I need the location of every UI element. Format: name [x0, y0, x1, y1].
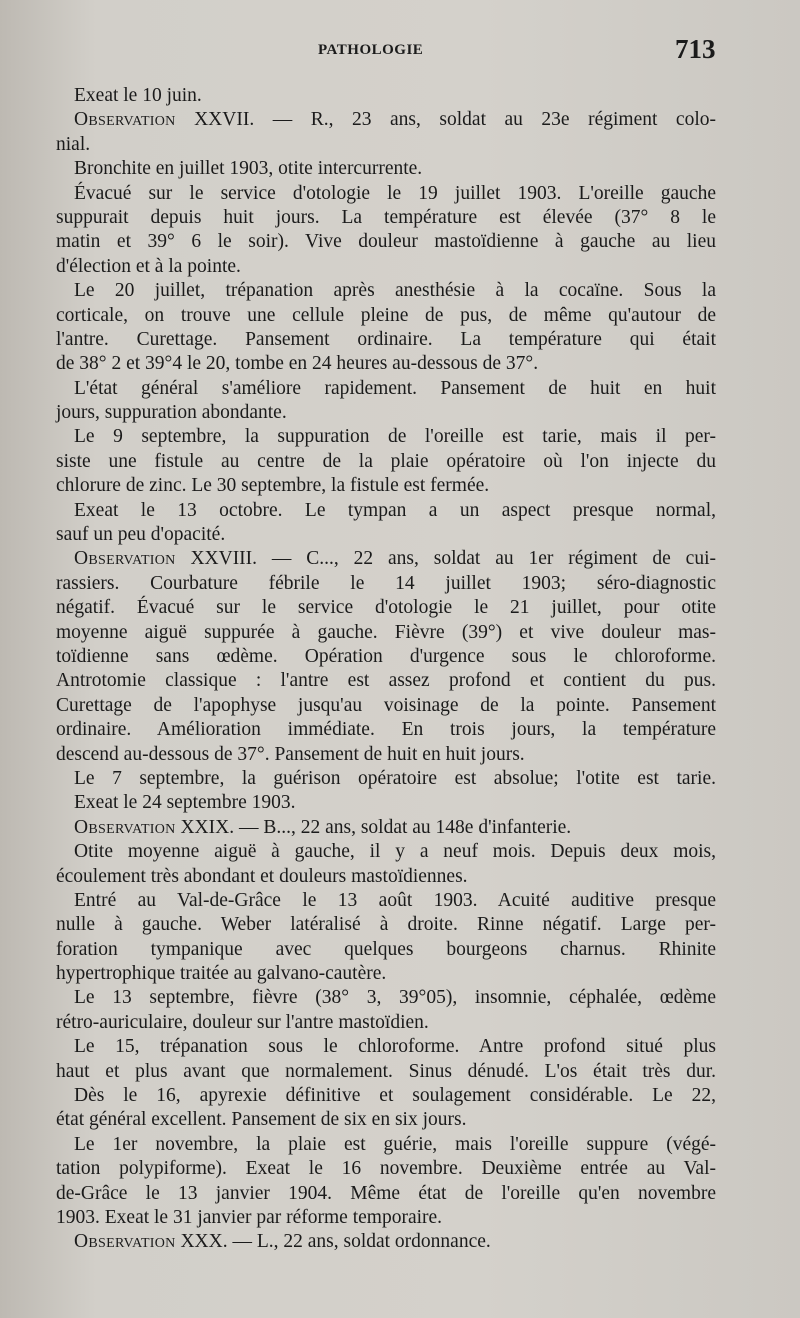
- text-line: [56, 1108, 716, 1132]
- text-line: [56, 474, 716, 498]
- text-line: [56, 401, 716, 425]
- text-line: [56, 547, 716, 571]
- text-line: [56, 962, 716, 986]
- text-line: [56, 889, 716, 913]
- text-line: [56, 255, 716, 279]
- line-text: Otite moyenne aiguë à gauche, il y a neuf mois. Depuis deux mois,: [74, 841, 716, 863]
- line-text: Dès le 16, apyrexie définitive et soulagement considérable. Le 22,: [74, 1085, 716, 1107]
- line-text: XXIX. — B..., 22 ans, soldat au 148e d'infanterie.: [175, 816, 572, 838]
- line-text: Le 1er novembre, la plaie est guérie, mais l'oreille suppure (végé-: [74, 1133, 716, 1155]
- line-text: Bronchite en juillet 1903, otite intercurrente.: [74, 158, 423, 180]
- line-text: XXVII. — R., 23 ans, soldat au 23e régiment colo-: [175, 109, 716, 131]
- text-line: [56, 425, 716, 449]
- text-line: [56, 108, 716, 132]
- text-line: [56, 816, 716, 840]
- text-line: [56, 1133, 716, 1157]
- text-line: [56, 913, 716, 937]
- line-text: de-Grâce le 13 janvier 1904. Même état de l'oreille qu'en novembre: [56, 1182, 716, 1204]
- text-line: [56, 1035, 716, 1059]
- line-text: tation polypiforme). Exeat le 16 novembre. Deuxième entrée au Val-: [56, 1158, 716, 1180]
- text-line: [56, 865, 716, 889]
- text-line: [56, 1230, 716, 1254]
- text-line: [56, 230, 716, 254]
- line-text: haut et plus avant que normalement. Sinus dénudé. L'os était très dur.: [56, 1060, 716, 1082]
- text-line: [56, 377, 716, 401]
- text-line: [56, 1060, 716, 1084]
- line-text: jours, suppuration abondante.: [56, 402, 287, 424]
- line-text: matin et 39° 6 le soir). Vive douleur mastoïdienne à gauche au lieu: [56, 231, 716, 253]
- line-text: rétro-auriculaire, douleur sur l'antre mastoïdien.: [56, 1011, 429, 1033]
- line-text: descend au-dessous de 37°. Pansement de huit en huit jours.: [56, 743, 525, 765]
- text-line: [56, 1011, 716, 1035]
- text-line: [56, 572, 716, 596]
- text-line: [56, 596, 716, 620]
- text-line: [56, 986, 716, 1010]
- line-text: sauf un peu d'opacité.: [56, 524, 226, 546]
- line-text: Le 9 septembre, la suppuration de l'oreille est tarie, mais il per-: [74, 426, 716, 448]
- line-text: nulle à gauche. Weber latéralisé à droite. Rinne négatif. Large per-: [56, 914, 716, 936]
- line-text: négatif. Évacué sur le service d'otologie le 21 juillet, pour otite: [56, 597, 716, 619]
- text-line: [56, 840, 716, 864]
- line-text: hypertrophique traitée au galvano-cautère.: [56, 963, 387, 985]
- line-text: Évacué sur le service d'otologie le 19 juillet 1903. L'oreille gauche: [74, 182, 716, 204]
- line-text: nial.: [56, 133, 91, 155]
- text-line: [56, 791, 716, 815]
- observation-heading: Observation: [74, 816, 176, 838]
- text-line: [56, 523, 716, 547]
- line-text: Exeat le 10 juin.: [74, 85, 202, 106]
- text-line: [56, 669, 716, 693]
- running-title: PATHOLOGIE: [318, 42, 424, 58]
- text-line: [56, 1084, 716, 1108]
- text-line: [56, 1182, 716, 1206]
- text-line: [56, 450, 716, 474]
- line-text: L'état général s'améliore rapidement. Pansement de huit en huit: [74, 377, 716, 399]
- line-text: moyenne aiguë suppurée à gauche. Fièvre (39°) et vive douleur mas-: [56, 621, 716, 643]
- body-text: [56, 84, 716, 1255]
- line-text: foration tympanique avec quelques bourgeons charnus. Rhinite: [56, 938, 716, 960]
- text-line: [56, 718, 716, 742]
- line-text: l'antre. Curettage. Pansement ordinaire. La température qui était: [56, 328, 716, 350]
- line-text: écoulement très abondant et douleurs mastoïdiennes.: [56, 865, 468, 887]
- observation-heading: Observation: [74, 109, 176, 131]
- observation-heading: Observation: [74, 548, 176, 570]
- line-text: Exeat le 13 octobre. Le tympan a un aspect presque normal,: [74, 499, 716, 521]
- line-text: Curettage de l'apophyse jusqu'au voisinage de la pointe. Pansement: [56, 694, 716, 716]
- page-number: 713: [675, 34, 716, 64]
- text-line: [56, 84, 716, 108]
- text-line: [56, 1157, 716, 1181]
- page-header: [0, 36, 800, 76]
- line-text: suppurait depuis huit jours. La température est élevée (37° 8 le: [56, 206, 716, 228]
- line-text: Antrotomie classique : l'antre est assez profond et contient du pus.: [56, 670, 716, 692]
- line-text: Exeat le 24 septembre 1903.: [74, 792, 296, 814]
- line-text: d'élection et à la pointe.: [56, 255, 241, 277]
- text-line: [56, 206, 716, 230]
- line-text: corticale, on trouve une cellule pleine de pus, de même qu'autour de: [56, 304, 716, 326]
- text-line: [56, 694, 716, 718]
- text-line: [56, 133, 716, 157]
- text-line: [56, 279, 716, 303]
- text-line: [56, 328, 716, 352]
- line-text: 1903. Exeat le 31 janvier par réforme temporaire.: [56, 1206, 443, 1228]
- line-text: Le 20 juillet, trépanation après anesthésie à la cocaïne. Sous la: [74, 280, 716, 302]
- line-text: XXX. — L., 22 ans, soldat ordonnance.: [175, 1231, 491, 1253]
- line-text: chlorure de zinc. Le 30 septembre, la fistule est fermée.: [56, 475, 490, 497]
- line-text: ordinaire. Amélioration immédiate. En trois jours, la température: [56, 719, 716, 741]
- line-text: siste une fistule au centre de la plaie opératoire où l'on injecte du: [56, 450, 716, 472]
- text-line: [56, 1206, 716, 1230]
- text-line: [56, 499, 716, 523]
- text-line: [56, 157, 716, 181]
- line-text: Le 13 septembre, fièvre (38° 3, 39°05), insomnie, céphalée, œdème: [74, 987, 716, 1009]
- line-text: Le 15, trépanation sous le chloroforme. Antre profond situé plus: [74, 1036, 716, 1058]
- line-text: XXVIII. — C..., 22 ans, soldat au 1er régiment de cui-: [175, 548, 716, 570]
- line-text: rassiers. Courbature fébrile le 14 juillet 1903; séro-diagnostic: [56, 572, 716, 594]
- line-text: Entré au Val-de-Grâce le 13 août 1903. Acuité auditive presque: [74, 889, 716, 911]
- text-line: [56, 938, 716, 962]
- line-text: Le 7 septembre, la guérison opératoire est absolue; l'otite est tarie.: [74, 767, 716, 789]
- text-line: [56, 621, 716, 645]
- text-line: [56, 645, 716, 669]
- text-line: [56, 304, 716, 328]
- text-line: [56, 352, 716, 376]
- text-line: [56, 182, 716, 206]
- line-text: toïdienne sans œdème. Opération d'urgence sous le chloroforme.: [56, 645, 716, 667]
- text-line: [56, 767, 716, 791]
- line-text: de 38° 2 et 39°4 le 20, tombe en 24 heures au-dessous de 37°.: [56, 353, 539, 375]
- line-text: état général excellent. Pansement de six en six jours.: [56, 1109, 467, 1131]
- observation-heading: Observation: [74, 1231, 176, 1253]
- text-line: [56, 743, 716, 767]
